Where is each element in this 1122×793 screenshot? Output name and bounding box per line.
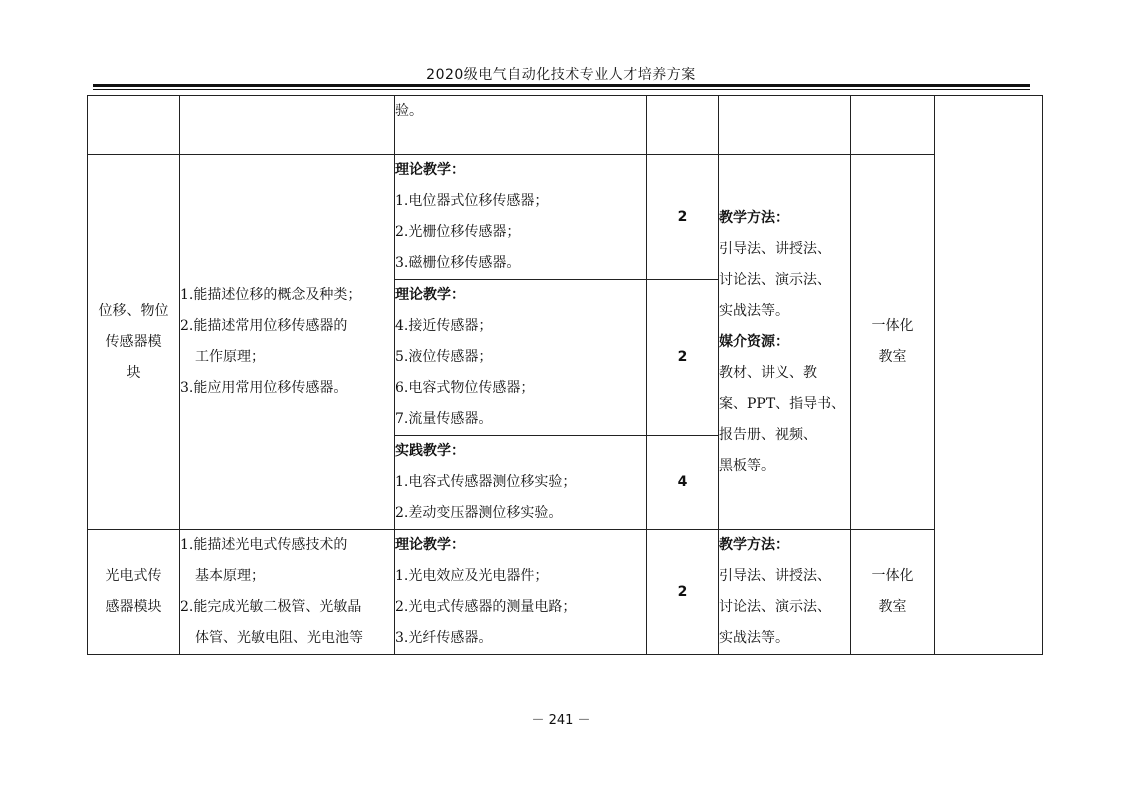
ability-cell	[180, 155, 395, 530]
module-line: 位移、物位	[98, 302, 169, 319]
module-cell	[88, 530, 180, 655]
media-line: 报告册、视频、	[719, 426, 817, 443]
media-line: 黑板等。	[719, 457, 775, 474]
ability-line: 3.能应用常用位移传感器。	[180, 380, 348, 396]
ability-line: 1.能描述位移的概念及种类；	[180, 287, 362, 303]
hours-cell: 2	[647, 280, 719, 436]
content-item: 2.差动变压器测位移实验。	[395, 505, 563, 521]
content-item: 1.电容式传感器测位移实验；	[395, 474, 577, 490]
ability-line: 工作原理；	[195, 349, 265, 365]
module-cell	[88, 155, 180, 530]
venue-line: 教室	[878, 599, 907, 615]
content-item: 2.光栅位移传感器；	[395, 224, 521, 240]
hours-cell: 2	[647, 530, 719, 655]
module-cell-empty	[88, 96, 180, 155]
content-item: 3.光纤传感器。	[395, 630, 493, 646]
module-line: 块	[126, 364, 141, 381]
venue-line: 一体化	[871, 568, 914, 584]
remarks-cell	[935, 96, 1043, 655]
method-line: 讨论法、演示法、	[719, 599, 831, 615]
venue-cell	[851, 530, 935, 655]
content-item: 7.流量传感器。	[395, 411, 493, 427]
method-cell	[719, 155, 851, 530]
ability-line: 2.能描述常用位移传感器的	[180, 318, 348, 334]
method-line: 引导法、讲授法、	[719, 568, 831, 584]
content-item: 1.光电效应及光电器件；	[395, 568, 549, 584]
module-line: 感器模块	[105, 599, 162, 615]
module-line: 传感器模	[105, 333, 162, 350]
curriculum-table	[87, 95, 1043, 655]
content-item: 5.液位传感器；	[395, 349, 493, 365]
method-line: 实战法等。	[719, 302, 789, 319]
method-cell	[719, 530, 851, 655]
content-cell	[395, 96, 647, 155]
content-item: 2.光电式传感器的测量电路；	[395, 599, 577, 615]
table-row	[88, 155, 1043, 280]
method-line: 讨论法、演示法、	[719, 271, 831, 288]
venue-cell	[851, 155, 935, 530]
venue-line: 一体化	[871, 318, 914, 334]
ability-cell-empty	[180, 96, 395, 155]
content-heading: 理论教学：	[395, 537, 465, 553]
method-cell-empty	[719, 96, 851, 155]
ability-line: 1.能描述光电式传感技术的	[180, 537, 348, 553]
ability-cell	[180, 530, 395, 655]
content-heading: 理论教学：	[395, 287, 465, 303]
ability-line: 2.能完成光敏二极管、光敏晶	[180, 599, 362, 615]
method-heading: 教学方法：	[719, 209, 789, 226]
venue-cell-empty	[851, 96, 935, 155]
hours-cell-empty	[647, 96, 719, 155]
venue-line: 教室	[878, 349, 907, 365]
ability-line: 体管、光敏电阻、光电池等	[195, 630, 363, 646]
media-line: 案、PPT、指导书、	[719, 395, 846, 412]
table-row-continuation	[88, 96, 1043, 155]
content-cell	[395, 155, 647, 280]
hours-cell: 4	[647, 436, 719, 530]
content-line: 验。	[395, 103, 423, 119]
content-heading: 理论教学：	[395, 162, 465, 178]
hours-cell: 2	[647, 155, 719, 280]
page-number: － 241 －	[531, 713, 591, 728]
method-line: 引导法、讲授法、	[719, 240, 831, 257]
table-row	[88, 530, 1043, 655]
content-item: 4.接近传感器；	[395, 318, 493, 334]
content-heading: 实践教学：	[395, 443, 465, 459]
content-item: 3.磁栅位移传感器。	[395, 255, 521, 271]
page-header-title: 2020级电气自动化技术专业人才培养方案	[426, 67, 696, 83]
content-cell	[395, 280, 647, 436]
media-heading: 媒介资源：	[719, 333, 789, 350]
content-item: 1.电位器式位移传感器；	[395, 193, 549, 209]
media-line: 教材、讲义、教	[719, 364, 817, 381]
method-line: 实战法等。	[719, 630, 789, 646]
ability-line: 基本原理；	[195, 568, 265, 584]
header-rule-thick	[93, 84, 1030, 87]
module-line: 光电式传	[105, 568, 162, 584]
content-cell	[395, 530, 647, 655]
method-heading: 教学方法：	[719, 537, 789, 553]
header-rule-thin	[93, 89, 1030, 90]
content-item: 6.电容式物位传感器；	[395, 380, 535, 396]
content-cell	[395, 436, 647, 530]
